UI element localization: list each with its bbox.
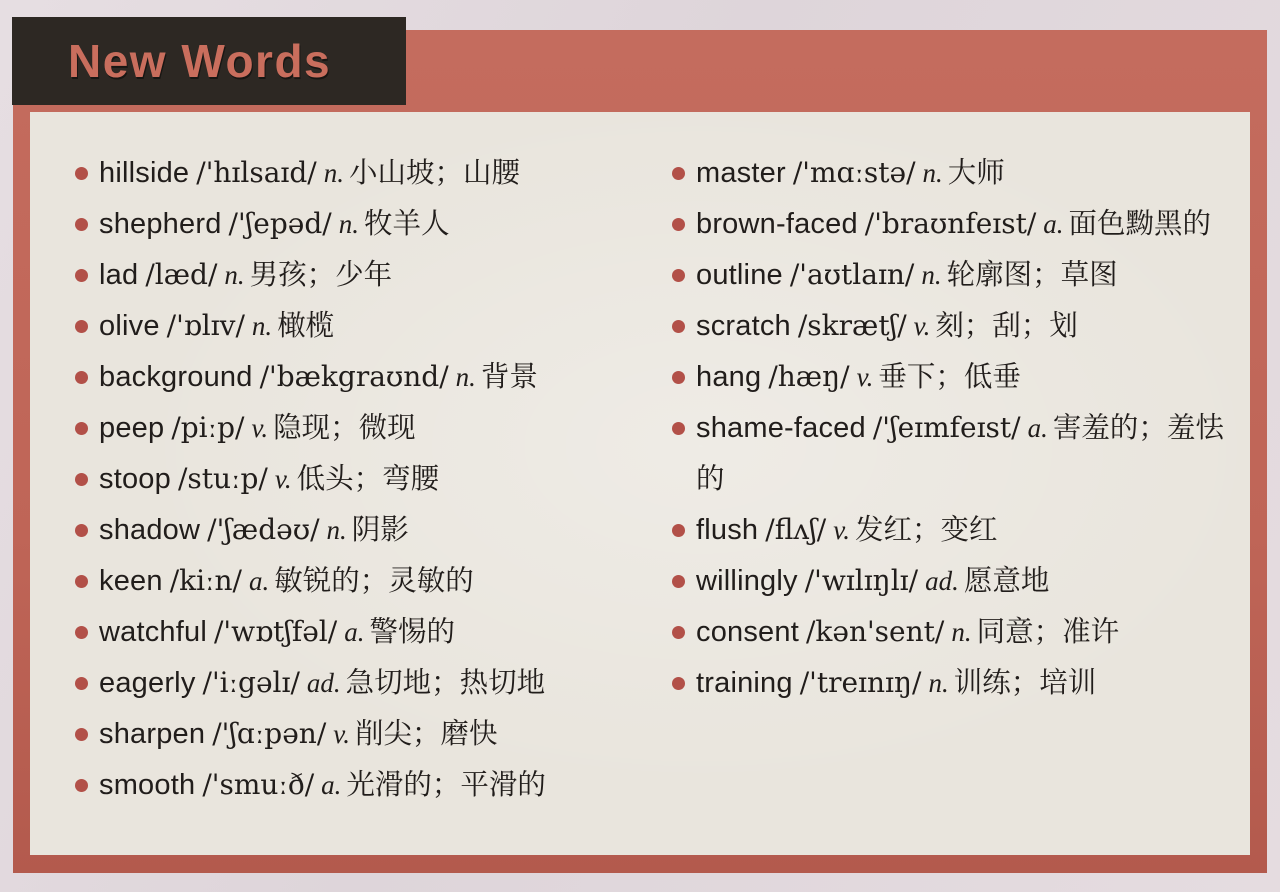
entry-part-of-speech: ad.	[925, 566, 959, 596]
vocab-entry	[75, 709, 620, 760]
bullet-icon	[75, 524, 88, 537]
entry-meaning: 轮廓图；草图	[946, 260, 1118, 291]
entry-meaning: 训练；培训	[953, 668, 1097, 699]
entry-word: background	[99, 361, 253, 393]
vocab-column-left	[75, 148, 620, 811]
entry-phonetic: /'aʊtlaɪn/	[789, 258, 915, 291]
entry-part-of-speech: v.	[833, 515, 850, 545]
entry-phonetic: /'braʊnfeɪst/	[864, 207, 1037, 240]
entry-word: shame-faced	[696, 412, 866, 444]
bullet-icon	[672, 218, 685, 231]
entry-meaning: 光滑的；平滑的	[346, 770, 546, 801]
entry-part-of-speech: v.	[333, 719, 350, 749]
entry-meaning: 刻；刮；划	[935, 311, 1078, 342]
entry-part-of-speech: v.	[913, 311, 931, 341]
entry-part-of-speech: a.	[1027, 413, 1048, 443]
entry-word: master	[696, 157, 786, 189]
entry-meaning: 低头；弯腰	[296, 464, 440, 495]
entry-phonetic: /'mɑːstə/	[792, 156, 916, 189]
vocab-column-right	[672, 148, 1228, 811]
vocab-entry	[75, 658, 620, 709]
entry-phonetic: /'wɒtʃfəl/	[214, 615, 338, 648]
entry-word: flush	[696, 514, 759, 546]
entry-phonetic: /'ʃɑːpən/	[212, 717, 327, 750]
bullet-icon	[672, 371, 685, 384]
vocab-entry	[75, 403, 620, 454]
entry-meaning: 背景	[480, 362, 538, 393]
bullet-icon	[672, 269, 685, 282]
entry-word: olive	[99, 310, 160, 342]
entry-part-of-speech: a.	[248, 566, 270, 596]
entry-meaning: 警惕的	[369, 617, 455, 648]
entry-part-of-speech: v.	[251, 413, 269, 443]
bullet-icon	[75, 575, 88, 588]
entry-phonetic: /flʌʃ/	[765, 513, 827, 546]
entry-word: consent	[696, 616, 799, 648]
vocab-panel	[30, 112, 1250, 855]
vocab-entry	[672, 505, 1228, 556]
entry-phonetic: /stuːp/	[177, 462, 268, 495]
bullet-icon	[75, 371, 88, 384]
entry-word: hillside	[99, 157, 190, 189]
vocab-entry	[672, 658, 1228, 709]
section-title: New Words	[68, 35, 332, 87]
entry-word: shepherd	[99, 208, 222, 240]
vocab-entry	[672, 148, 1228, 199]
entry-meaning: 垂下；低垂	[878, 362, 1021, 393]
entry-phonetic: /'treɪnɪŋ/	[799, 666, 922, 699]
vocab-entry	[672, 199, 1228, 250]
entry-phonetic: /læd/	[145, 258, 218, 291]
entry-part-of-speech: n.	[224, 260, 245, 290]
bullet-icon	[672, 575, 685, 588]
entry-meaning: 敏锐的；灵敏的	[274, 566, 474, 597]
vocab-entry	[75, 607, 620, 658]
entry-word: hang	[696, 361, 762, 393]
entry-word: smooth	[99, 769, 196, 801]
entry-part-of-speech: a.	[321, 770, 342, 800]
entry-word: training	[696, 667, 793, 699]
entry-part-of-speech: n.	[455, 362, 476, 392]
entry-part-of-speech: ad.	[306, 668, 341, 698]
vocab-entry	[75, 760, 620, 811]
entry-phonetic: /'ʃepəd/	[228, 207, 332, 240]
vocab-entry	[672, 403, 1228, 505]
entry-part-of-speech: n.	[338, 209, 359, 239]
bullet-icon	[75, 269, 88, 282]
entry-meaning: 大师	[947, 158, 1005, 189]
bullet-icon	[75, 626, 88, 639]
entry-part-of-speech: n.	[326, 515, 347, 545]
entry-part-of-speech: v.	[856, 362, 874, 392]
entry-phonetic: /'iːgəlɪ/	[202, 666, 300, 699]
entry-meaning: 橄榄	[277, 311, 335, 342]
entry-part-of-speech: n.	[951, 617, 972, 647]
bullet-icon	[672, 320, 685, 333]
vocab-entry	[672, 352, 1228, 403]
entry-word: sharpen	[99, 718, 206, 750]
bullet-icon	[75, 779, 88, 792]
bullet-icon	[75, 728, 88, 741]
entry-phonetic: /hæŋ/	[768, 360, 850, 393]
entry-part-of-speech: v.	[274, 464, 292, 494]
entry-meaning: 愿意地	[963, 566, 1050, 597]
entry-phonetic: /kiːn/	[169, 564, 242, 597]
entry-word: keen	[99, 565, 163, 597]
section-banner	[12, 17, 406, 105]
bullet-icon	[75, 320, 88, 333]
entry-phonetic: /'ʃædəʊ/	[207, 513, 320, 546]
entry-phonetic: /piːp/	[171, 411, 245, 444]
bullet-icon	[75, 422, 88, 435]
entry-meaning: 隐现；微现	[273, 413, 416, 444]
entry-word: eagerly	[99, 667, 196, 699]
entry-meaning: 害羞的；羞怯的	[696, 413, 1224, 495]
vocab-entry	[75, 148, 620, 199]
entry-phonetic: /'hɪlsaɪd/	[196, 156, 317, 189]
entry-phonetic: /'wɪlɪŋlɪ/	[804, 564, 919, 597]
entry-phonetic: /'ɒlɪv/	[166, 309, 245, 342]
entry-meaning: 发红；变红	[854, 515, 998, 546]
vocab-entry	[672, 301, 1228, 352]
entry-meaning: 男孩；少年	[249, 260, 393, 291]
entry-phonetic: /'bækgraʊnd/	[259, 360, 449, 393]
entry-part-of-speech: n.	[921, 260, 942, 290]
vocab-entry	[672, 556, 1228, 607]
entry-phonetic: /skrætʃ/	[797, 309, 907, 342]
vocab-entry	[75, 250, 620, 301]
bullet-icon	[672, 626, 685, 639]
entry-part-of-speech: n.	[251, 311, 273, 341]
bullet-icon	[672, 422, 685, 435]
vocab-entry	[75, 301, 620, 352]
entry-meaning: 同意；准许	[976, 617, 1120, 648]
bullet-icon	[672, 677, 685, 690]
entry-word: peep	[99, 412, 165, 444]
entry-word: watchful	[99, 616, 207, 648]
entry-word: outline	[696, 259, 783, 291]
entry-meaning: 牧羊人	[363, 209, 450, 240]
entry-word: stoop	[99, 463, 171, 495]
entry-meaning: 小山坡；山腰	[348, 158, 520, 189]
entry-word: lad	[99, 259, 139, 291]
vocab-entry	[672, 607, 1228, 658]
entry-phonetic: /'ʃeɪmfeɪst/	[872, 411, 1021, 444]
bullet-icon	[75, 677, 88, 690]
entry-word: brown-faced	[696, 208, 858, 240]
entry-part-of-speech: n.	[323, 158, 344, 188]
entry-word: scratch	[696, 310, 791, 342]
bullet-icon	[672, 524, 685, 537]
entry-part-of-speech: a.	[1043, 209, 1064, 239]
entry-part-of-speech: n.	[922, 158, 943, 188]
vocab-columns	[30, 112, 1250, 811]
entry-part-of-speech: a.	[344, 617, 365, 647]
bullet-icon	[75, 218, 88, 231]
entry-phonetic: /'smuːð/	[202, 768, 315, 801]
entry-meaning: 面色黝黑的	[1068, 209, 1212, 240]
vocab-entry	[75, 199, 620, 250]
entry-phonetic: /kən'sent/	[805, 615, 945, 648]
vocab-entry	[75, 454, 620, 505]
vocab-entry	[75, 556, 620, 607]
vocab-entry	[75, 352, 620, 403]
entry-word: shadow	[99, 514, 201, 546]
entry-meaning: 阴影	[351, 515, 409, 546]
bullet-icon	[75, 167, 88, 180]
entry-word: willingly	[696, 565, 798, 597]
bullet-icon	[672, 167, 685, 180]
entry-part-of-speech: n.	[928, 668, 949, 698]
vocab-entry	[75, 505, 620, 556]
entry-meaning: 削尖；磨快	[355, 719, 498, 750]
bullet-icon	[75, 473, 88, 486]
vocab-entry	[672, 250, 1228, 301]
entry-meaning: 急切地；热切地	[345, 668, 546, 699]
